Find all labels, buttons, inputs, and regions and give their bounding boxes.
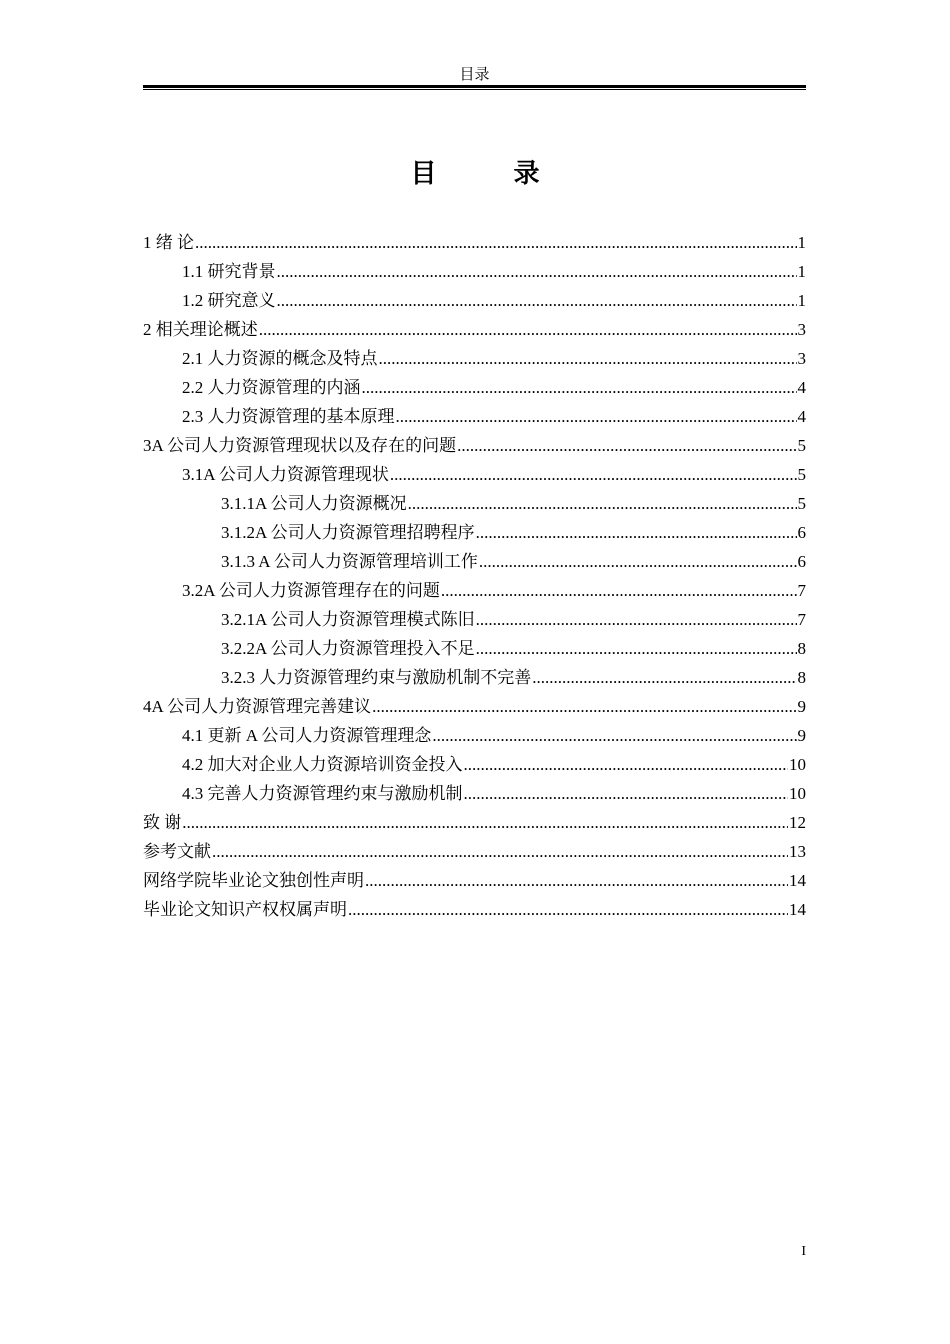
table-of-contents	[143, 228, 806, 924]
toc-entry[interactable]	[143, 605, 806, 634]
toc-entry-label: 3.2A 公司人力资源管理存在的问题	[182, 581, 440, 600]
toc-entry-label: 3.1.2A 公司人力资源管理招聘程序	[221, 523, 475, 542]
toc-dot-leader	[259, 315, 797, 344]
toc-dot-leader	[182, 808, 788, 837]
toc-dot-leader	[372, 692, 796, 721]
toc-entry[interactable]	[143, 489, 806, 518]
running-header: 目录	[459, 67, 490, 83]
toc-entry-page: 4	[797, 378, 806, 397]
toc-entry[interactable]	[143, 895, 806, 924]
toc-dot-leader	[195, 228, 797, 257]
toc-entry[interactable]	[143, 344, 806, 373]
toc-entry[interactable]	[143, 576, 806, 605]
toc-entry-page: 1	[797, 291, 806, 310]
toc-dot-leader	[379, 344, 797, 373]
toc-entry-label: 4.3 完善人力资源管理约束与激励机制	[182, 784, 463, 803]
toc-dot-leader	[396, 402, 797, 431]
toc-entry-label: 2.1 人力资源的概念及特点	[182, 349, 378, 368]
toc-entry[interactable]	[143, 460, 806, 489]
toc-entry-page: 7	[797, 610, 806, 629]
toc-dot-leader	[457, 431, 796, 460]
toc-entry-label: 2.3 人力资源管理的基本原理	[182, 407, 395, 426]
toc-dot-leader	[212, 837, 788, 866]
toc-entry-label: 3.1.1A 公司人力资源概况	[221, 494, 407, 513]
toc-entry-label: 4.2 加大对企业人力资源培训资金投入	[182, 755, 463, 774]
toc-entry-page: 1	[797, 233, 806, 252]
toc-entry-label: 3.2.2A 公司人力资源管理投入不足	[221, 639, 475, 658]
toc-entry-page: 3	[797, 349, 806, 368]
toc-entry-label: 2 相关理论概述	[143, 320, 258, 339]
toc-dot-leader	[464, 779, 789, 808]
toc-entry[interactable]	[143, 750, 806, 779]
toc-entry[interactable]	[143, 837, 806, 866]
toc-entry[interactable]	[143, 779, 806, 808]
toc-entry-label: 4A 公司人力资源管理完善建议	[143, 697, 372, 716]
toc-entry[interactable]	[143, 228, 806, 257]
toc-entry-page: 10	[789, 755, 806, 774]
toc-entry[interactable]	[143, 257, 806, 286]
toc-entry-page: 8	[797, 668, 806, 687]
toc-dot-leader	[476, 518, 797, 547]
toc-dot-leader	[532, 663, 796, 692]
toc-entry-page: 10	[789, 784, 806, 803]
toc-entry-page: 5	[797, 465, 806, 484]
toc-entry[interactable]	[143, 866, 806, 895]
toc-entry-label: 参考文献	[143, 842, 211, 861]
toc-entry-label: 4.1 更新 A 公司人力资源管理理念	[182, 726, 432, 745]
toc-entry-page: 3	[797, 320, 806, 339]
toc-entry-page: 1	[797, 262, 806, 281]
toc-dot-leader	[362, 373, 797, 402]
toc-dot-leader	[432, 721, 796, 750]
toc-dot-leader	[365, 866, 788, 895]
toc-entry-label: 3.2.3 人力资源管理约束与激励机制不完善	[221, 668, 532, 687]
toc-entry-label: 1.1 研究背景	[182, 262, 276, 281]
toc-entry-page: 5	[797, 494, 806, 513]
page-title: 目 录	[410, 159, 574, 189]
toc-entry-label: 网络学院毕业论文独创性声明	[143, 871, 364, 890]
toc-entry[interactable]	[143, 634, 806, 663]
toc-entry[interactable]	[143, 721, 806, 750]
toc-entry-label: 1.2 研究意义	[182, 291, 276, 310]
toc-dot-leader	[464, 750, 789, 779]
toc-entry-label: 致 谢	[143, 813, 182, 832]
toc-entry[interactable]	[143, 808, 806, 837]
header-divider	[143, 85, 806, 90]
toc-entry-page: 13	[789, 842, 806, 861]
toc-entry[interactable]	[143, 402, 806, 431]
toc-entry[interactable]	[143, 547, 806, 576]
toc-entry[interactable]	[143, 373, 806, 402]
toc-dot-leader	[348, 895, 788, 924]
toc-entry[interactable]	[143, 315, 806, 344]
toc-dot-leader	[476, 634, 797, 663]
toc-dot-leader	[441, 576, 797, 605]
toc-entry-label: 毕业论文知识产权权属声明	[143, 900, 347, 919]
toc-entry[interactable]	[143, 286, 806, 315]
toc-entry-label: 3.1.3 A 公司人力资源管理培训工作	[221, 552, 478, 571]
toc-entry-label: 2.2 人力资源管理的内涵	[182, 378, 361, 397]
toc-dot-leader	[476, 605, 797, 634]
toc-entry-label: 3A 公司人力资源管理现状以及存在的问题	[143, 436, 457, 455]
toc-dot-leader	[390, 460, 797, 489]
toc-dot-leader	[479, 547, 797, 576]
toc-entry[interactable]	[143, 663, 806, 692]
toc-entry-page: 7	[797, 581, 806, 600]
toc-entry-page: 5	[797, 436, 806, 455]
toc-dot-leader	[277, 257, 797, 286]
toc-entry-page: 14	[789, 871, 806, 890]
toc-entry-page: 4	[797, 407, 806, 426]
toc-entry-label: 3.2.1A 公司人力资源管理模式陈旧	[221, 610, 475, 629]
toc-entry[interactable]	[143, 518, 806, 547]
toc-entry-label: 1 绪 论	[143, 233, 194, 252]
page-number: I	[801, 1244, 806, 1259]
toc-entry-page: 14	[789, 900, 806, 919]
toc-entry-page: 12	[789, 813, 806, 832]
toc-dot-leader	[408, 489, 797, 518]
toc-entry-page: 6	[797, 523, 806, 542]
toc-entry-page: 9	[797, 697, 806, 716]
toc-entry-page: 9	[797, 726, 806, 745]
toc-entry-page: 6	[797, 552, 806, 571]
toc-entry-page: 8	[797, 639, 806, 658]
toc-entry-label: 3.1A 公司人力资源管理现状	[182, 465, 389, 484]
toc-entry[interactable]	[143, 431, 806, 460]
toc-dot-leader	[277, 286, 797, 315]
toc-entry[interactable]	[143, 692, 806, 721]
